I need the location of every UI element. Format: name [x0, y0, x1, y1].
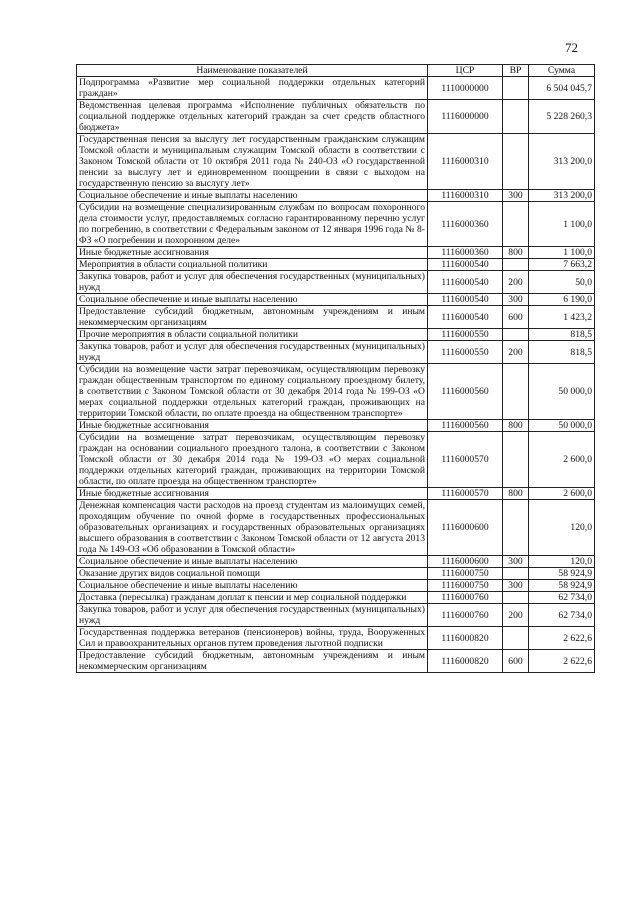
table-body: [77, 77, 595, 673]
cell-sum: 818,5: [529, 329, 595, 341]
cell-sum: 62 734,0: [529, 604, 595, 627]
header-vr: ВР: [503, 65, 529, 77]
table-row: [77, 100, 595, 134]
cell-vr: 600: [503, 306, 529, 329]
cell-name: Социальное обеспечение и иные выплаты населению: [77, 294, 428, 306]
table-row: [77, 604, 595, 627]
cell-csr: 1110000000: [428, 77, 503, 100]
cell-sum: 2 622,6: [529, 650, 595, 673]
header-sum: Сумма: [529, 65, 595, 77]
cell-vr: [503, 100, 529, 134]
cell-csr: 1116000560: [428, 420, 503, 432]
cell-sum: 6 190,0: [529, 294, 595, 306]
cell-vr: 800: [503, 247, 529, 259]
table-row: [77, 500, 595, 556]
cell-csr: 1116000360: [428, 247, 503, 259]
table-row: [77, 650, 595, 673]
cell-csr: 1116000310: [428, 134, 503, 190]
table-row: [77, 420, 595, 432]
cell-csr: 1116000570: [428, 432, 503, 488]
cell-name: Иные бюджетные ассигнования: [77, 488, 428, 500]
cell-name: Субсидии на возмещение специализированным службам по вопросам похоронного дела стоимости услуг, предоставляемых согласно гарантированному перечню услуг по погребению, в соответствии с Федеральным законом от 12 января 1996 года № 8-ФЗ «О погребении и похоронном деле»: [77, 202, 428, 247]
table-row: [77, 259, 595, 271]
cell-name: Подпрограмма «Развитие мер социальной поддержки отдельных категорий граждан»: [77, 77, 428, 100]
cell-sum: 120,0: [529, 500, 595, 556]
cell-vr: 800: [503, 488, 529, 500]
cell-name: Социальное обеспечение и иные выплаты населению: [77, 556, 428, 568]
cell-csr: 1116000360: [428, 202, 503, 247]
table-row: [77, 306, 595, 329]
cell-sum: 313 200,0: [529, 190, 595, 202]
cell-sum: 58 924,9: [529, 580, 595, 592]
cell-vr: 200: [503, 271, 529, 294]
cell-sum: 818,5: [529, 341, 595, 364]
table-row: [77, 341, 595, 364]
table-header-row: [77, 65, 595, 77]
table-row: [77, 568, 595, 580]
cell-sum: 58 924,9: [529, 568, 595, 580]
cell-csr: 1116000820: [428, 650, 503, 673]
cell-csr: 1116000760: [428, 592, 503, 604]
cell-name: Государственная пенсия за выслугу лет государственным гражданским служащим Томской области и муниципальным служащим Томской области в соответствии с Законом Томской области от 10 октября 2011 года № 240-ОЗ «О государственной пенсии за выслугу лет и единовременном поощрении в связи с выходом на государственную пенсию за выслугу лет»: [77, 134, 428, 190]
cell-vr: [503, 592, 529, 604]
page-number: 72: [565, 40, 578, 55]
cell-csr: 1116000570: [428, 488, 503, 500]
cell-sum: 5 228 260,3: [529, 100, 595, 134]
cell-vr: [503, 500, 529, 556]
cell-vr: [503, 259, 529, 271]
cell-csr: 1116000540: [428, 259, 503, 271]
cell-name: Ведомственная целевая программа «Исполнение публичных обязательств по социальной поддержке отдельных категорий граждан за счет средств областного бюджета»: [77, 100, 428, 134]
cell-csr: 1116000750: [428, 580, 503, 592]
table-row: [77, 627, 595, 650]
cell-name: Мероприятия в области социальной политики: [77, 259, 428, 271]
cell-name: Доставка (пересылка) гражданам доплат к пенсии и мер социальной поддержки: [77, 592, 428, 604]
cell-vr: 600: [503, 650, 529, 673]
table-row: [77, 77, 595, 100]
cell-name: Предоставление субсидий бюджетным, автономным учреждениям и иным некоммерческим организациям: [77, 650, 428, 673]
table-row: [77, 592, 595, 604]
cell-vr: [503, 432, 529, 488]
table-row: [77, 329, 595, 341]
cell-vr: 300: [503, 294, 529, 306]
cell-name: Государственная поддержка ветеранов (пенсионеров) войны, труда, Вооруженных Сил и правоохранительных органов путем проведения льготной подписки: [77, 627, 428, 650]
cell-sum: 1 100,0: [529, 247, 595, 259]
cell-sum: 1 423,2: [529, 306, 595, 329]
cell-name: Денежная компенсация части расходов на проезд студентам из малоимущих семей, проходящим обучение по очной форме в государственных профессиональных образовательных организациях и государственных образовательных организациях высшего образования в соответствии с Законом Томской области от 12 августа 2013 года № 149-ОЗ «Об образовании в Томской области»: [77, 500, 428, 556]
cell-sum: 50 000,0: [529, 420, 595, 432]
header-csr: ЦСР: [428, 65, 503, 77]
cell-vr: [503, 568, 529, 580]
cell-vr: 300: [503, 556, 529, 568]
table-row: [77, 432, 595, 488]
cell-sum: 120,0: [529, 556, 595, 568]
cell-vr: [503, 364, 529, 420]
cell-sum: 313 200,0: [529, 134, 595, 190]
cell-name: Прочие мероприятия в области социальной политики: [77, 329, 428, 341]
cell-csr: 1116000550: [428, 341, 503, 364]
table-row: [77, 580, 595, 592]
cell-vr: [503, 329, 529, 341]
cell-csr: 1116000750: [428, 568, 503, 580]
cell-vr: [503, 202, 529, 247]
cell-sum: 2 600,0: [529, 432, 595, 488]
cell-sum: 50,0: [529, 271, 595, 294]
cell-name: Закупка товаров, работ и услуг для обеспечения государственных (муниципальных) нужд: [77, 271, 428, 294]
cell-vr: 300: [503, 580, 529, 592]
cell-name: Иные бюджетные ассигнования: [77, 420, 428, 432]
table-row: [77, 190, 595, 202]
cell-vr: 800: [503, 420, 529, 432]
cell-name: Предоставление субсидий бюджетным, автономным учреждениям и иным некоммерческим организациям: [77, 306, 428, 329]
cell-sum: 50 000,0: [529, 364, 595, 420]
cell-csr: 1116000820: [428, 627, 503, 650]
cell-vr: [503, 77, 529, 100]
table-row: [77, 488, 595, 500]
table-row: [77, 247, 595, 259]
cell-name: Социальное обеспечение и иные выплаты населению: [77, 190, 428, 202]
table-row: [77, 202, 595, 247]
cell-vr: [503, 134, 529, 190]
cell-csr: 1116000550: [428, 329, 503, 341]
cell-vr: [503, 627, 529, 650]
cell-name: Субсидии на возмещение части затрат перевозчикам, осуществляющим перевозку граждан общественным транспортом по единому социальному проездному билету, в соответствии с Законом Томской области от 30 декабря 2014 года № 199-ОЗ «О мерах социальной поддержки отдельных категорий граждан, проживающих на территории Томской области, по оплате проезда на общественном транспорте»: [77, 364, 428, 420]
cell-csr: 1116000600: [428, 556, 503, 568]
cell-csr: 1116000540: [428, 306, 503, 329]
cell-name: Иные бюджетные ассигнования: [77, 247, 428, 259]
cell-csr: 1116000760: [428, 604, 503, 627]
cell-csr: 1116000540: [428, 271, 503, 294]
cell-csr: 1116000540: [428, 294, 503, 306]
table-row: [77, 556, 595, 568]
cell-csr: 1116000310: [428, 190, 503, 202]
cell-vr: 300: [503, 190, 529, 202]
cell-sum: 2 622,6: [529, 627, 595, 650]
cell-sum: 62 734,0: [529, 592, 595, 604]
cell-sum: 6 504 045,7: [529, 77, 595, 100]
header-name: Наименование показателей: [77, 65, 428, 77]
table-row: [77, 294, 595, 306]
cell-name: Социальное обеспечение и иные выплаты населению: [77, 580, 428, 592]
cell-vr: 200: [503, 341, 529, 364]
cell-sum: 2 600,0: [529, 488, 595, 500]
cell-csr: 1116000600: [428, 500, 503, 556]
table-row: [77, 134, 595, 190]
table-row: [77, 271, 595, 294]
budget-table: [76, 64, 595, 673]
cell-name: Субсидии на возмещение затрат перевозчикам, осуществляющим перевозку граждан на основании социального проездного талона, в соответствии с Законом Томской области от 30 декабря 2014 года № 199-ОЗ «О мерах социальной поддержки отдельных категорий граждан, проживающих на территории Томской области, по оплате проезда на общественном транспорте»: [77, 432, 428, 488]
cell-csr: 1116000560: [428, 364, 503, 420]
cell-name: Закупка товаров, работ и услуг для обеспечения государственных (муниципальных) нужд: [77, 341, 428, 364]
cell-sum: 1 100,0: [529, 202, 595, 247]
cell-sum: 7 663,2: [529, 259, 595, 271]
cell-csr: 1116000000: [428, 100, 503, 134]
cell-name: Оказание других видов социальной помощи: [77, 568, 428, 580]
table-row: [77, 364, 595, 420]
cell-vr: 200: [503, 604, 529, 627]
cell-name: Закупка товаров, работ и услуг для обеспечения государственных (муниципальных) нужд: [77, 604, 428, 627]
